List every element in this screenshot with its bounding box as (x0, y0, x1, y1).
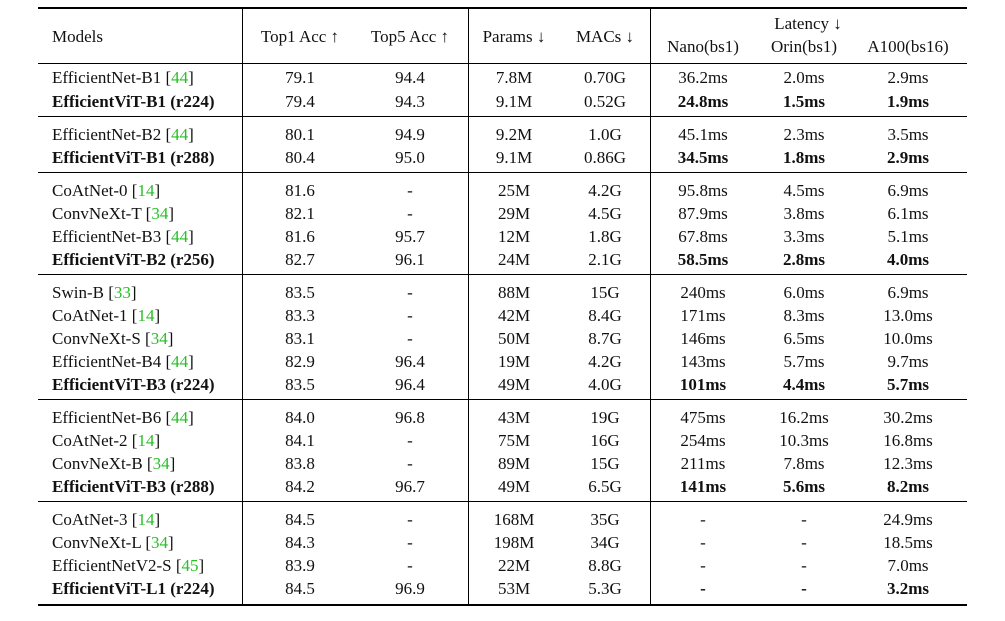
cell-top1: 81.6 (285, 227, 315, 246)
cell-a100: 8.2ms (886, 477, 930, 496)
model-name: EfficientNet-B4 [44] (52, 352, 194, 371)
cell-a100: 6.9ms (887, 181, 929, 200)
model-label: EfficientViT-B1 (r288) (52, 148, 215, 167)
cell-orin: 10.3ms (779, 431, 829, 450)
cell-params: 49M (497, 477, 531, 496)
column-divider (242, 9, 243, 604)
cell-top1: 84.3 (285, 533, 315, 552)
cell-orin: 4.5ms (783, 181, 825, 200)
model-label: EfficientNet-B1 (52, 68, 162, 87)
cell-top5: 96.7 (395, 477, 425, 496)
model-name (52, 477, 215, 497)
model-name (52, 579, 215, 599)
citation-link[interactable]: 14 (137, 510, 155, 529)
model-name: EfficientNetV2-S [45] (52, 556, 205, 575)
cell-top5: 96.4 (395, 352, 425, 371)
cell-top1: 83.3 (285, 306, 315, 325)
cell-top5: - (407, 306, 413, 325)
cell-a100: 4.0ms (886, 250, 930, 269)
cell-macs: 16G (590, 431, 620, 450)
cell-macs: 2.1G (588, 250, 622, 269)
cell-macs: 8.7G (588, 329, 622, 348)
cell-params: 88M (497, 283, 531, 302)
cell-a100: 6.1ms (887, 204, 929, 223)
model-name: EfficientNet-B3 [44] (52, 227, 194, 246)
cell-params: 29M (497, 204, 531, 223)
cell-params: 42M (497, 306, 531, 325)
cell-params: 49M (497, 375, 531, 394)
cell-nano: 95.8ms (678, 181, 728, 200)
model-name (52, 375, 215, 395)
cell-a100: 1.9ms (886, 92, 930, 111)
cell-orin: 2.8ms (782, 250, 826, 269)
cell-orin: 6.0ms (783, 283, 825, 302)
cell-orin: - (801, 556, 807, 575)
cell-params: 9.1M (495, 92, 533, 111)
cell-top5: - (407, 510, 413, 529)
model-label: EfficientNetV2-S (52, 556, 172, 575)
cell-a100: 3.5ms (887, 125, 929, 144)
header-top1: Top1 Acc ↑ (260, 27, 340, 46)
cell-top5: 95.0 (395, 148, 425, 167)
cell-orin: 5.6ms (782, 477, 826, 496)
cell-nano: 143ms (680, 352, 726, 371)
cell-top5: - (407, 533, 413, 552)
cell-a100: 2.9ms (886, 148, 930, 167)
cell-orin: 2.3ms (783, 125, 825, 144)
cell-top1: 82.7 (285, 250, 315, 269)
cell-top5: 94.9 (395, 125, 425, 144)
cell-top1: 83.1 (285, 329, 315, 348)
citation-link[interactable]: 14 (137, 306, 155, 325)
citation-link[interactable]: 34 (151, 533, 168, 552)
cell-macs: 8.8G (588, 556, 622, 575)
model-label: ConvNeXt-L (52, 533, 142, 552)
model-name (52, 148, 215, 168)
table-rule (38, 399, 967, 400)
model-label: EfficientViT-B1 (r224) (52, 92, 215, 111)
cell-params: 7.8M (495, 68, 533, 87)
cell-nano: 45.1ms (678, 125, 728, 144)
header-params: Params ↓ (482, 27, 546, 46)
model-name (52, 250, 215, 270)
cell-top1: 84.5 (285, 579, 315, 598)
citation-link[interactable]: 34 (150, 329, 168, 348)
cell-nano: 101ms (679, 375, 727, 394)
cell-top5: - (407, 454, 413, 473)
cell-orin: - (801, 533, 807, 552)
citation-link[interactable]: 44 (171, 227, 189, 246)
cell-a100: 30.2ms (883, 408, 933, 427)
cell-macs: 15G (590, 283, 620, 302)
header-nano: Nano(bs1) (667, 37, 739, 56)
model-label: CoAtNet-1 (52, 306, 128, 325)
cell-orin: 7.8ms (783, 454, 825, 473)
cell-top5: - (407, 329, 413, 348)
model-name: EfficientNet-B6 [44] (52, 408, 194, 427)
cell-orin: 2.0ms (783, 68, 825, 87)
cell-top1: 84.1 (285, 431, 315, 450)
cell-macs: 4.0G (588, 375, 622, 394)
cell-nano: 240ms (680, 283, 726, 302)
cell-params: 12M (497, 227, 531, 246)
cell-nano: 58.5ms (677, 250, 729, 269)
cell-macs: 15G (590, 454, 620, 473)
cell-orin: 16.2ms (779, 408, 829, 427)
cell-nano: 141ms (679, 477, 727, 496)
cell-top5: 94.4 (395, 68, 425, 87)
cell-top5: - (407, 556, 413, 575)
table-rule (38, 7, 967, 9)
model-label: EfficientNet-B2 (52, 125, 162, 144)
cell-macs: 8.4G (588, 306, 622, 325)
cell-top1: 83.9 (285, 556, 315, 575)
cell-top1: 83.5 (285, 283, 315, 302)
cell-nano: 36.2ms (678, 68, 728, 87)
model-name: ConvNeXt-L [34] (52, 533, 174, 552)
cell-nano: 146ms (680, 329, 726, 348)
cell-macs: 4.5G (588, 204, 622, 223)
model-name: CoAtNet-3 [14] (52, 510, 161, 529)
cell-macs: 5.3G (588, 579, 622, 598)
cell-orin: 3.8ms (783, 204, 825, 223)
cell-nano: - (700, 510, 706, 529)
cell-params: 19M (497, 352, 531, 371)
cell-top5: 94.3 (395, 92, 425, 111)
citation-link[interactable]: 44 (171, 352, 189, 371)
cell-a100: 18.5ms (883, 533, 933, 552)
cell-top1: 84.0 (285, 408, 315, 427)
model-label: CoAtNet-3 (52, 510, 128, 529)
cell-params: 89M (497, 454, 531, 473)
cell-nano: - (700, 556, 706, 575)
model-label: EfficientViT-L1 (r224) (52, 579, 215, 598)
cell-orin: 6.5ms (783, 329, 825, 348)
cell-nano: - (700, 579, 706, 598)
cell-params: 198M (493, 533, 535, 552)
table-rule (38, 116, 967, 117)
cell-params: 9.1M (495, 148, 533, 167)
model-name: EfficientNet-B1 [44] (52, 68, 194, 87)
citation-link[interactable]: 44 (171, 125, 189, 144)
cell-macs: 1.0G (588, 125, 622, 144)
model-name (52, 92, 215, 112)
cell-orin: 1.8ms (782, 148, 826, 167)
cell-nano: - (700, 533, 706, 552)
cell-a100: 7.0ms (887, 556, 929, 575)
cell-orin: 5.7ms (783, 352, 825, 371)
model-label: CoAtNet-0 (52, 181, 128, 200)
cell-nano: 211ms (680, 454, 726, 473)
cell-top1: 79.1 (285, 68, 315, 87)
cell-params: 75M (497, 431, 531, 450)
cell-orin: 1.5ms (782, 92, 826, 111)
cell-orin: - (801, 579, 807, 598)
table-rule (38, 604, 967, 606)
citation-link[interactable]: 14 (137, 181, 155, 200)
cell-a100: 24.9ms (883, 510, 933, 529)
cell-orin: 4.4ms (782, 375, 826, 394)
cell-nano: 254ms (680, 431, 726, 450)
cell-orin: 8.3ms (783, 306, 825, 325)
cell-top1: 81.6 (285, 181, 315, 200)
cell-top5: - (407, 283, 413, 302)
cell-a100: 5.1ms (887, 227, 929, 246)
model-name: CoAtNet-2 [14] (52, 431, 161, 450)
header-top5: Top5 Acc ↑ (370, 27, 450, 46)
cell-a100: 13.0ms (883, 306, 933, 325)
header-macs: MACs ↓ (575, 27, 635, 46)
table-rule (38, 274, 967, 275)
cell-top1: 82.9 (285, 352, 315, 371)
model-label: ConvNeXt-T (52, 204, 142, 223)
header-models: Models (52, 27, 103, 46)
model-name: ConvNeXt-T [34] (52, 204, 174, 223)
model-label: EfficientNet-B6 (52, 408, 162, 427)
model-label: EfficientViT-B3 (r224) (52, 375, 215, 394)
cell-macs: 0.52G (583, 92, 627, 111)
model-name: CoAtNet-1 [14] (52, 306, 161, 325)
cell-macs: 1.8G (588, 227, 622, 246)
cell-top5: 96.9 (395, 579, 425, 598)
cell-top5: 96.8 (395, 408, 425, 427)
column-divider (468, 9, 469, 604)
cell-params: 168M (493, 510, 535, 529)
cell-a100: 16.8ms (883, 431, 933, 450)
cell-macs: 34G (590, 533, 620, 552)
cell-params: 9.2M (495, 125, 533, 144)
citation-link[interactable]: 34 (151, 204, 169, 223)
cell-top1: 83.5 (285, 375, 315, 394)
model-name: CoAtNet-0 [14] (52, 181, 161, 200)
citation-link[interactable]: 33 (113, 283, 131, 302)
model-label: CoAtNet-2 (52, 431, 128, 450)
model-name: Swin-B [33] (52, 283, 137, 302)
model-label: ConvNeXt-S (52, 329, 141, 348)
citation-link[interactable]: 44 (171, 68, 189, 87)
table-rule (38, 172, 967, 173)
citation-link[interactable]: 45 (181, 556, 199, 575)
cell-macs: 0.86G (583, 148, 627, 167)
citation-link[interactable]: 44 (171, 408, 189, 427)
model-name: ConvNeXt-B [34] (52, 454, 176, 473)
cell-params: 25M (497, 181, 531, 200)
cell-top1: 80.1 (285, 125, 315, 144)
header-latency: Latency ↓ (774, 14, 842, 33)
cell-macs: 4.2G (588, 352, 622, 371)
cell-a100: 10.0ms (883, 329, 933, 348)
citation-link[interactable]: 14 (137, 431, 155, 450)
cell-params: 24M (497, 250, 531, 269)
cell-macs: 35G (590, 510, 620, 529)
model-label: EfficientViT-B3 (r288) (52, 477, 215, 496)
model-label: EfficientNet-B3 (52, 227, 162, 246)
cell-a100: 2.9ms (887, 68, 929, 87)
cell-params: 53M (497, 579, 531, 598)
cell-nano: 67.8ms (678, 227, 728, 246)
cell-top1: 80.4 (285, 148, 315, 167)
model-label: EfficientViT-B2 (r256) (52, 250, 215, 269)
model-name: ConvNeXt-S [34] (52, 329, 174, 348)
cell-top5: - (407, 204, 413, 223)
cell-top1: 83.8 (285, 454, 315, 473)
cell-a100: 5.7ms (886, 375, 930, 394)
cell-top1: 82.1 (285, 204, 315, 223)
cell-orin: 3.3ms (783, 227, 825, 246)
cell-top5: 96.4 (395, 375, 425, 394)
cell-top5: - (407, 181, 413, 200)
cell-nano: 475ms (680, 408, 726, 427)
citation-link[interactable]: 34 (152, 454, 170, 473)
header-a100: A100(bs16) (867, 37, 949, 56)
cell-top1: 84.5 (285, 510, 315, 529)
model-label: EfficientNet-B4 (52, 352, 162, 371)
column-divider (650, 9, 651, 604)
model-name: EfficientNet-B2 [44] (52, 125, 194, 144)
cell-top1: 79.4 (285, 92, 315, 111)
cell-a100: 3.2ms (886, 579, 930, 598)
cell-top5: 95.7 (395, 227, 425, 246)
cell-params: 43M (497, 408, 531, 427)
table-rule (38, 63, 967, 64)
cell-macs: 4.2G (588, 181, 622, 200)
cell-nano: 24.8ms (677, 92, 729, 111)
cell-nano: 34.5ms (677, 148, 729, 167)
cell-macs: 6.5G (588, 477, 622, 496)
model-label: ConvNeXt-B (52, 454, 143, 473)
cell-macs: 19G (590, 408, 620, 427)
cell-top5: 96.1 (395, 250, 425, 269)
header-orin: Orin(bs1) (770, 37, 838, 56)
cell-macs: 0.70G (583, 68, 627, 87)
table-rule (38, 501, 967, 502)
cell-a100: 12.3ms (883, 454, 933, 473)
cell-orin: - (801, 510, 807, 529)
cell-params: 22M (497, 556, 531, 575)
cell-nano: 171ms (680, 306, 726, 325)
cell-a100: 6.9ms (887, 283, 929, 302)
cell-nano: 87.9ms (678, 204, 728, 223)
cell-top5: - (407, 431, 413, 450)
model-label: Swin-B (52, 283, 104, 302)
cell-top1: 84.2 (285, 477, 315, 496)
cell-params: 50M (497, 329, 531, 348)
cell-a100: 9.7ms (887, 352, 929, 371)
